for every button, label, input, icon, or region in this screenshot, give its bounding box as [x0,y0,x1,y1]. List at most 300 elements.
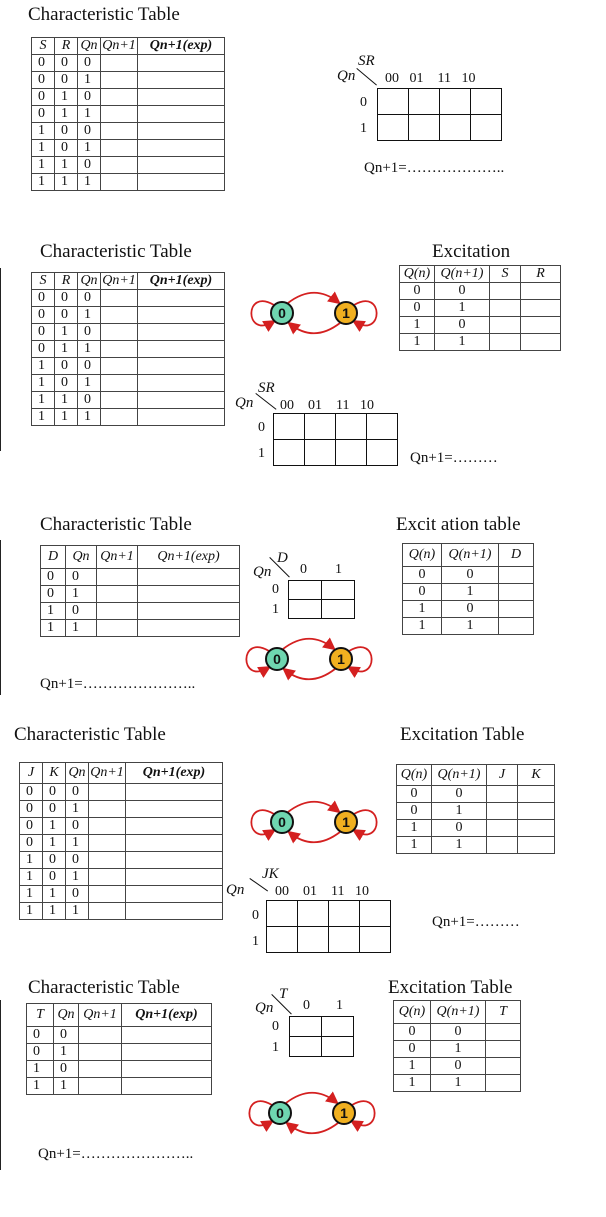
section4-title: Characteristic Table [14,724,166,745]
col-header-k: K [518,765,555,786]
empty-answer-cell[interactable] [486,1024,521,1041]
table-row [32,392,225,409]
empty-answer-cell[interactable] [101,123,138,140]
table-cell: 1 [55,89,78,106]
transition-0-to-1-arrow [283,639,333,649]
state-1-label: 1 [342,305,350,321]
empty-answer-cell[interactable] [122,1078,212,1095]
table-cell: 0 [32,341,55,358]
table-cell: 0 [66,603,97,620]
table-row [20,886,223,903]
table-row [400,300,561,317]
table-cell: 1 [55,157,78,174]
table-row [32,106,225,123]
table-cell: 0 [66,852,89,869]
table-header-row [32,273,225,290]
table-cell: 0 [55,290,78,307]
table-cell: 1 [32,392,55,409]
table-cell: 0 [55,307,78,324]
empty-answer-cell[interactable] [126,818,223,835]
section2-characteristic-table [31,272,225,426]
table-cell: 1 [54,1044,79,1061]
table-cell: 0 [435,283,490,300]
state-1-label: 1 [337,651,345,667]
empty-answer-cell[interactable] [101,409,138,426]
section3-title: Characteristic Table [40,514,192,535]
empty-answer-cell[interactable] [518,820,555,837]
empty-answer-cell[interactable] [486,1058,521,1075]
col-header-qn: Q(n) [403,544,442,567]
empty-answer-cell[interactable] [126,801,223,818]
col-header-qn1: Qn+1 [89,763,126,784]
transition-1-to-0-arrow [288,1123,338,1133]
empty-answer-cell[interactable] [518,786,555,803]
empty-answer-cell[interactable] [518,803,555,820]
table-header-row [41,546,240,569]
table-cell: 1 [55,106,78,123]
empty-answer-cell[interactable] [487,786,518,803]
table-cell: 0 [32,106,55,123]
section5-characteristic-table [26,1003,212,1095]
empty-answer-cell[interactable] [101,341,138,358]
table-cell: 1 [66,620,97,637]
empty-answer-cell[interactable] [122,1061,212,1078]
table-row [27,1078,212,1095]
table-cell: 1 [78,375,101,392]
table-header-row [400,266,561,283]
table-cell: 1 [403,618,442,635]
empty-answer-cell[interactable] [126,903,223,920]
section1-kmap-col-labels [385,71,475,87]
table-cell: 0 [442,567,499,584]
transition-1-to-0-arrow [290,323,340,333]
table-row [32,55,225,72]
section2-excitation-table [399,265,561,351]
empty-answer-cell[interactable] [138,157,225,174]
empty-answer-cell[interactable] [79,1061,122,1078]
table-row [32,409,225,426]
table-row [32,324,225,341]
table-cell: 1 [54,1078,79,1095]
kmap-col-label: 00 [385,71,399,86]
section2-kmap-grid [273,413,398,466]
kmap-col-label: 01 [409,71,424,86]
kmap-col-label: 10 [354,884,369,899]
table-cell: 0 [54,1061,79,1078]
col-header-qn1: Q(n+1) [435,266,490,283]
empty-answer-cell[interactable] [138,569,240,586]
kmap-row-label: 1 [258,446,265,461]
empty-answer-cell[interactable] [138,106,225,123]
col-header-qn1: Qn+1 [97,546,138,569]
col-header-qn: Q(n) [397,765,432,786]
empty-answer-cell[interactable] [101,324,138,341]
kmap-row-label: 1 [360,121,367,136]
section2-kmap-vars: SR [258,380,275,396]
col-header-qn: Q(n) [400,266,435,283]
col-header-qn: Qn [78,273,101,290]
empty-answer-cell[interactable] [101,174,138,191]
section2-equation: Qn+1=……… [410,450,498,466]
table-row [400,317,561,334]
col-header-qn: Qn [78,38,101,55]
empty-answer-cell[interactable] [89,852,126,869]
section5-excitation-title: Excitation Table [388,977,513,998]
table-row [20,818,223,835]
table-row [32,358,225,375]
col-header-r: R [55,38,78,55]
col-header-qn1-exp: Qn+1(exp) [138,546,240,569]
table-cell: 1 [55,409,78,426]
empty-answer-cell[interactable] [89,784,126,801]
kmap-row-label: 1 [252,934,259,949]
table-header-row [403,544,534,567]
kmap-row-label: 0 [258,420,265,435]
table-cell: 1 [431,1075,486,1092]
table-cell: 0 [78,324,101,341]
table-cell: 1 [43,886,66,903]
col-header-r: R [55,273,78,290]
empty-answer-cell[interactable] [138,89,225,106]
empty-answer-cell[interactable] [79,1027,122,1044]
section3-left-border [0,540,1,695]
empty-answer-cell[interactable] [101,72,138,89]
empty-answer-cell[interactable] [97,569,138,586]
table-row [41,586,240,603]
table-cell: 1 [66,835,89,852]
kmap-col-label: 00 [275,884,289,899]
empty-answer-cell[interactable] [101,140,138,157]
kmap-row-label: 0 [272,582,279,597]
empty-answer-cell[interactable] [101,392,138,409]
table-cell: 1 [20,886,43,903]
table-cell: 0 [32,324,55,341]
empty-answer-cell[interactable] [101,55,138,72]
empty-answer-cell[interactable] [499,567,534,584]
table-cell: 0 [55,375,78,392]
transition-0-to-1-arrow [288,802,338,812]
empty-answer-cell[interactable] [101,307,138,324]
empty-answer-cell[interactable] [138,140,225,157]
empty-answer-cell[interactable] [79,1044,122,1061]
table-cell: 0 [400,300,435,317]
table-cell: 1 [20,869,43,886]
section2-kmap-col-labels [280,398,374,414]
table-cell: 1 [397,820,432,837]
section5-left-border [0,1000,1,1170]
empty-answer-cell[interactable] [138,307,225,324]
kmap-col-label: 11 [437,71,451,86]
state-1-label: 1 [340,1105,348,1121]
table-cell: 1 [78,174,101,191]
empty-answer-cell[interactable] [138,55,225,72]
section2-kmap-row-var: Qn [235,395,254,411]
table-row [403,584,534,601]
transition-0-to-1-arrow [286,1093,336,1103]
section3-kmap-vars: D [277,550,288,566]
transition-0-to-1-arrow [288,293,338,303]
table-row [20,835,223,852]
empty-answer-cell[interactable] [101,290,138,307]
empty-answer-cell[interactable] [97,586,138,603]
empty-answer-cell[interactable] [138,358,225,375]
table-row [41,603,240,620]
empty-answer-cell[interactable] [122,1044,212,1061]
empty-answer-cell[interactable] [521,317,561,334]
table-cell: 1 [55,341,78,358]
table-cell: 1 [55,174,78,191]
empty-answer-cell[interactable] [89,903,126,920]
table-cell: 0 [394,1041,431,1058]
table-cell: 0 [431,1058,486,1075]
section2-title: Characteristic Table [40,241,192,262]
empty-answer-cell[interactable] [138,603,240,620]
table-cell: 0 [394,1024,431,1041]
section5-excitation-table [393,1000,521,1092]
table-cell: 0 [66,784,89,801]
empty-answer-cell[interactable] [521,334,561,351]
table-cell: 0 [41,586,66,603]
table-cell: 1 [66,903,89,920]
empty-answer-cell[interactable] [518,837,555,854]
empty-answer-cell[interactable] [487,820,518,837]
empty-answer-cell[interactable] [486,1075,521,1092]
section4-equation: Qn+1=……… [432,914,520,930]
empty-answer-cell[interactable] [101,89,138,106]
table-cell: 1 [66,801,89,818]
empty-answer-cell[interactable] [122,1027,212,1044]
table-cell: 1 [435,300,490,317]
table-row [41,569,240,586]
section1-equation: Qn+1=……………….. [364,160,505,176]
table-row [32,123,225,140]
section5-kmap-row-var: Qn [255,1000,274,1016]
section4-kmap-row-var: Qn [226,882,245,898]
table-cell: 1 [20,852,43,869]
table-cell: 0 [78,123,101,140]
table-cell: 0 [43,852,66,869]
empty-answer-cell[interactable] [487,803,518,820]
section1-kmap-grid [377,88,502,141]
table-cell: 0 [32,72,55,89]
table-row [403,618,534,635]
table-cell: 0 [397,786,432,803]
empty-answer-cell[interactable] [138,123,225,140]
table-cell: 0 [20,818,43,835]
state-0-label: 0 [278,814,286,830]
table-cell: 0 [32,89,55,106]
empty-answer-cell[interactable] [89,801,126,818]
table-cell: 0 [78,290,101,307]
empty-answer-cell[interactable] [126,835,223,852]
section1-kmap-diagonal [356,68,377,85]
empty-answer-cell[interactable] [126,886,223,903]
empty-answer-cell[interactable] [126,869,223,886]
table-row [32,174,225,191]
table-cell: 0 [403,584,442,601]
empty-answer-cell[interactable] [499,618,534,635]
col-header-qn1-exp: Qn+1(exp) [126,763,223,784]
table-row [20,784,223,801]
empty-answer-cell[interactable] [101,106,138,123]
table-cell: 1 [32,409,55,426]
empty-answer-cell[interactable] [490,334,521,351]
section4-excitation-table [396,764,555,854]
empty-answer-cell[interactable] [138,375,225,392]
empty-answer-cell[interactable] [138,586,240,603]
col-header-qn1: Qn+1 [102,273,136,288]
table-cell: 1 [431,1041,486,1058]
section5-title: Characteristic Table [28,977,180,998]
table-row [394,1041,521,1058]
table-cell: 0 [43,869,66,886]
empty-answer-cell[interactable] [138,174,225,191]
empty-answer-cell[interactable] [138,290,225,307]
table-row [32,140,225,157]
empty-answer-cell[interactable] [101,375,138,392]
col-header-s: S [32,273,55,290]
empty-answer-cell[interactable] [126,852,223,869]
empty-answer-cell[interactable] [138,341,225,358]
table-cell: 0 [43,801,66,818]
table-cell: 1 [403,601,442,618]
table-cell: 1 [432,803,487,820]
kmap-col-label: 1 [336,998,343,1013]
section5-equation: Qn+1=………………….. [38,1146,194,1162]
table-row [403,567,534,584]
empty-answer-cell[interactable] [521,300,561,317]
section1-characteristic-table [31,37,225,191]
kmap-col-label: 1 [335,562,342,577]
empty-answer-cell[interactable] [138,620,240,637]
table-header-row [397,765,555,786]
col-header-r: R [521,266,561,283]
empty-answer-cell[interactable] [89,835,126,852]
table-row [394,1024,521,1041]
table-cell: 0 [27,1027,54,1044]
table-cell: 1 [43,835,66,852]
col-header-qn1: Q(n+1) [431,1001,486,1024]
kmap-row-label: 0 [272,1019,279,1034]
table-row [32,290,225,307]
col-header-j: J [20,763,43,784]
table-cell: 1 [78,409,101,426]
table-cell: 1 [32,174,55,191]
kmap-row-label: 0 [360,95,367,110]
table-cell: 1 [41,620,66,637]
table-row [400,283,561,300]
table-row [27,1027,212,1044]
empty-answer-cell[interactable] [126,784,223,801]
table-cell: 0 [442,601,499,618]
empty-answer-cell[interactable] [89,886,126,903]
empty-answer-cell[interactable] [138,72,225,89]
state-1-label: 1 [342,814,350,830]
kmap-col-label: 10 [359,398,374,413]
section5-kmap-grid [289,1016,354,1057]
col-header-qn: Qn [66,546,97,569]
empty-answer-cell[interactable] [101,157,138,174]
table-cell: 0 [55,72,78,89]
table-header-row [20,763,223,784]
empty-answer-cell[interactable] [79,1078,122,1095]
table-cell: 0 [20,835,43,852]
table-cell: 1 [55,324,78,341]
table-row [397,837,555,854]
empty-answer-cell[interactable] [138,392,225,409]
empty-answer-cell[interactable] [487,837,518,854]
table-cell: 0 [54,1027,79,1044]
section4-kmap-grid [266,900,391,953]
empty-answer-cell[interactable] [490,317,521,334]
table-row [32,157,225,174]
kmap-col-label: 11 [336,398,350,413]
empty-answer-cell[interactable] [89,869,126,886]
col-header-qn1: Q(n+1) [432,765,487,786]
table-row [32,72,225,89]
section3-kmap-grid [288,580,355,619]
empty-answer-cell[interactable] [499,584,534,601]
col-header-qn1: Q(n+1) [442,544,499,567]
section4-kmap-col-labels [275,884,369,900]
table-row [27,1044,212,1061]
table-cell: 1 [394,1058,431,1075]
table-cell: 1 [55,392,78,409]
empty-answer-cell[interactable] [138,409,225,426]
table-cell: 1 [394,1075,431,1092]
table-cell: 1 [43,903,66,920]
table-row [27,1061,212,1078]
empty-answer-cell[interactable] [97,603,138,620]
table-cell: 0 [55,358,78,375]
table-cell: 0 [55,55,78,72]
empty-answer-cell[interactable] [521,283,561,300]
table-cell: 0 [27,1044,54,1061]
table-cell: 0 [55,123,78,140]
col-header-qn: Qn [66,763,89,784]
table-cell: 1 [78,307,101,324]
empty-answer-cell[interactable] [486,1041,521,1058]
table-cell: 0 [20,801,43,818]
section4-excitation-title: Excitation Table [400,724,525,745]
table-cell: 1 [78,72,101,89]
empty-answer-cell[interactable] [138,324,225,341]
empty-answer-cell[interactable] [101,358,138,375]
table-cell: 1 [66,586,97,603]
state-0-label: 0 [273,651,281,667]
empty-answer-cell[interactable] [490,283,521,300]
section5-kmap-vars: T [279,986,288,1002]
table-cell: 0 [78,89,101,106]
section3-excitation-table [402,543,534,635]
empty-answer-cell[interactable] [89,818,126,835]
table-cell: 1 [32,358,55,375]
col-header-s: S [490,266,521,283]
table-cell: 1 [432,837,487,854]
table-cell: 0 [66,818,89,835]
table-header-row [32,38,225,55]
table-cell: 1 [78,106,101,123]
table-cell: 1 [20,903,43,920]
empty-answer-cell[interactable] [499,601,534,618]
empty-answer-cell[interactable] [490,300,521,317]
table-cell: 1 [27,1078,54,1095]
table-cell: 0 [78,157,101,174]
col-header-qn: Q(n) [394,1001,431,1024]
empty-answer-cell[interactable] [97,620,138,637]
table-cell: 1 [41,603,66,620]
table-row [20,801,223,818]
